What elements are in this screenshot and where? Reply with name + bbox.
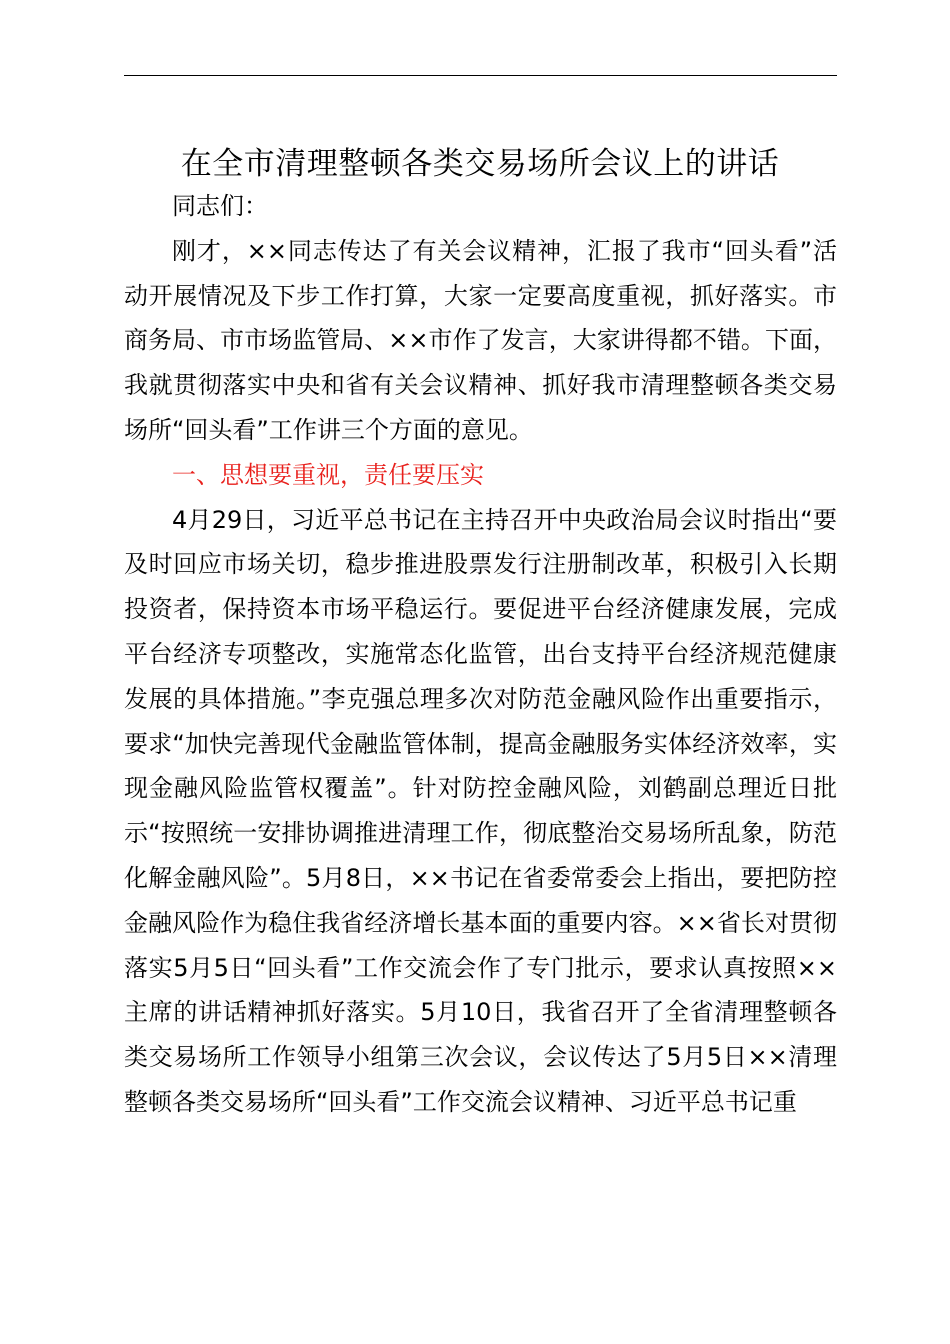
section-heading: 一、思想要重视，责任要压实 [172, 460, 484, 489]
body-paragraph: 4月29日，习近平总书记在主持召开中央政治局会议时指出“要及时回应市场关切，稳步推进股票发行注册制改革，积极引入长期投资者，保持资本市场平稳运行。要促进平台经济健康发展，完成平台经济专项整改，实施常态化监管，出台支持平台经济规范健康发展的具体措施。”李克强总理多次对防范金融风险作出重要指示，要求“加快完善现代金融监管体制，提高金融服务实体经济效率，实现金融风险监管权覆盖”。针对防控金融风险，刘鹤副总理近日批示“按照统一安排协调推进清理工作，彻底整治交易场所乱象，防范化解金融风险”。5月8日，××书记在省委常委会上指出，要把防控金融风险作为稳住我省经济增长基本面的重要内容。××省长对贯彻落实5月5日“回头看”工作交流会作了专门批示，要求认真按照××主席的讲话精神抓好落实。5月10日，我省召开了全省清理整顿各类交易场所工作领导小组第三次会议，会议传达了5月5日××清理整顿各类交易场所“回头看”工作交流会议精神、习近平总书记重 [124, 505, 837, 1116]
document-body [124, 184, 837, 1125]
salutation: 同志们： [172, 192, 268, 220]
document-title: 在全市清理整顿各类交易场所会议上的讲话 [180, 146, 780, 182]
body-paragraph: 刚才，××同志传达了有关会议精神，汇报了我市“回头看”活动开展情况及下步工作打算，大家一定要高度重视，抓好落实。市商务局、市市场监管局、××市作了发言，大家讲得都不错。下面，我就贯彻落实中央和省有关会议精神、抓好我市清理整顿各类交易场所“回头看”工作讲三个方面的意见。 [124, 236, 837, 444]
header-rule [124, 75, 837, 76]
